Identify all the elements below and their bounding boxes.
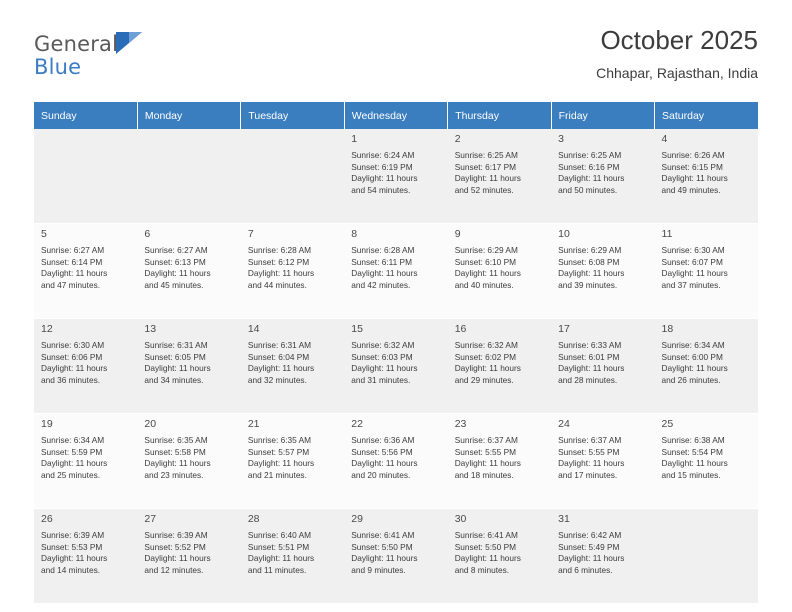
daylight-text-line2: and 29 minutes. (454, 375, 514, 386)
daylight-text-line2: and 39 minutes. (558, 280, 618, 291)
daylight-text-line2: and 18 minutes. (454, 470, 514, 481)
daylight-text-line2: and 15 minutes. (661, 470, 721, 481)
calendar-day-cell (344, 129, 447, 224)
calendar-day-cell (551, 129, 654, 224)
sunrise-text: Sunrise: 6:41 AM (454, 529, 518, 540)
calendar-cell-empty (241, 129, 344, 224)
sunrise-text: Sunrise: 6:29 AM (454, 244, 518, 255)
day-number: 28 (247, 513, 260, 525)
sunset-text: Sunset: 5:57 PM (247, 446, 310, 457)
daylight-text-line1: Daylight: 11 hours (144, 553, 211, 564)
calendar-day-cell (448, 129, 551, 224)
daylight-text-line2: and 23 minutes. (144, 470, 204, 481)
weekday-header-row (34, 102, 758, 129)
weekday-header-saturday: Saturday (655, 102, 758, 129)
calendar-day-cell (448, 414, 551, 509)
calendar-cell-empty (34, 129, 137, 224)
sunrise-text: Sunrise: 6:32 AM (351, 339, 415, 350)
day-number: 14 (247, 323, 260, 335)
sunrise-text: Sunrise: 6:35 AM (247, 434, 312, 445)
sunset-text: Sunset: 5:55 PM (454, 446, 517, 457)
sunrise-text: Sunrise: 6:42 AM (558, 529, 622, 540)
sunrise-text: Sunrise: 6:24 AM (351, 149, 415, 160)
page-header (34, 22, 758, 94)
sunrise-text: Sunrise: 6:36 AM (351, 434, 415, 445)
calendar-day-cell (344, 509, 447, 604)
sunrise-text: Sunrise: 6:28 AM (351, 244, 415, 255)
day-number: 10 (558, 228, 570, 240)
flag-highlight-icon (129, 32, 142, 43)
sunset-text: Sunset: 5:52 PM (144, 541, 206, 552)
weekday-header-monday: Monday (137, 102, 240, 129)
calendar-day-cell (344, 224, 447, 319)
daylight-text-line1: Daylight: 11 hours (351, 458, 418, 469)
calendar-day-cell (34, 224, 137, 319)
sunset-text: Sunset: 6:05 PM (144, 351, 206, 362)
daylight-text-line2: and 21 minutes. (247, 470, 307, 481)
day-number: 7 (247, 228, 254, 240)
calendar-day-cell (34, 319, 137, 414)
calendar-day-cell (241, 224, 344, 319)
daylight-text-line1: Daylight: 11 hours (351, 363, 418, 374)
daylight-text-line2: and 12 minutes. (144, 565, 204, 576)
daylight-text-line1: Daylight: 11 hours (558, 553, 625, 564)
calendar-day-cell (551, 224, 654, 319)
day-number: 15 (351, 323, 363, 335)
calendar-day-cell (448, 319, 551, 414)
daylight-text-line2: and 36 minutes. (41, 375, 101, 386)
sunset-text: Sunset: 5:56 PM (351, 446, 413, 457)
day-number: 11 (661, 228, 673, 240)
day-number: 17 (558, 323, 570, 335)
daylight-text-line1: Daylight: 11 hours (41, 268, 108, 279)
sunrise-text: Sunrise: 6:31 AM (144, 339, 208, 350)
day-number: 12 (41, 323, 53, 335)
sunset-text: Sunset: 6:01 PM (558, 351, 620, 362)
daylight-text-line2: and 37 minutes. (661, 280, 721, 291)
sunset-text: Sunset: 5:50 PM (454, 541, 517, 552)
day-number: 22 (351, 418, 363, 430)
sunset-text: Sunset: 5:53 PM (41, 541, 103, 552)
day-number: 23 (454, 418, 467, 430)
day-number: 21 (247, 418, 260, 430)
day-number: 31 (558, 513, 570, 525)
daylight-text-line1: Daylight: 11 hours (247, 458, 315, 469)
sunset-text: Sunset: 6:02 PM (454, 351, 517, 362)
day-number: 6 (144, 228, 151, 240)
day-number: 8 (351, 228, 358, 240)
sunset-text: Sunset: 5:55 PM (558, 446, 620, 457)
calendar-day-cell (655, 319, 758, 414)
daylight-text-line1: Daylight: 11 hours (661, 363, 728, 374)
calendar-week-row (34, 319, 758, 414)
sunset-text: Sunset: 6:03 PM (351, 351, 413, 362)
daylight-text-line2: and 14 minutes. (41, 565, 101, 576)
daylight-text-line1: Daylight: 11 hours (558, 268, 625, 279)
sunrise-text: Sunrise: 6:30 AM (41, 339, 105, 350)
sunrise-text: Sunrise: 6:40 AM (247, 529, 312, 540)
day-number: 18 (661, 323, 674, 335)
daylight-text-line1: Daylight: 11 hours (558, 458, 625, 469)
calendar-day-cell (655, 129, 758, 224)
sunrise-text: Sunrise: 6:35 AM (144, 434, 208, 445)
sunrise-text: Sunrise: 6:25 AM (454, 149, 518, 160)
daylight-text-line2: and 28 minutes. (558, 375, 618, 386)
day-number: 9 (454, 228, 461, 240)
daylight-text-line1: Daylight: 11 hours (144, 268, 211, 279)
daylight-text-line2: and 20 minutes. (351, 470, 411, 481)
calendar-week-row (34, 509, 758, 604)
sunrise-text: Sunrise: 6:30 AM (661, 244, 725, 255)
calendar-week-row (34, 414, 758, 509)
sunset-text: Sunset: 6:19 PM (351, 161, 413, 172)
day-number: 25 (661, 418, 674, 430)
day-number: 24 (558, 418, 570, 430)
calendar-day-cell (241, 414, 344, 509)
daylight-text-line2: and 8 minutes. (454, 565, 510, 576)
calendar-day-cell (34, 414, 137, 509)
daylight-text-line2: and 44 minutes. (247, 280, 307, 291)
logo-text-blue: Blue (34, 55, 82, 79)
daylight-text-line2: and 54 minutes. (351, 185, 411, 196)
weekday-header-sunday: Sunday (34, 102, 137, 129)
calendar-day-cell (551, 414, 654, 509)
calendar-day-cell (34, 509, 137, 604)
calendar-cell-empty (137, 129, 240, 224)
day-number: 13 (144, 323, 157, 335)
weekday-header-wednesday: Wednesday (344, 102, 447, 129)
daylight-text-line2: and 49 minutes. (661, 185, 721, 196)
daylight-text-line1: Daylight: 11 hours (144, 458, 211, 469)
weekday-header-friday: Friday (551, 102, 654, 129)
daylight-text-line1: Daylight: 11 hours (247, 363, 315, 374)
daylight-text-line1: Daylight: 11 hours (661, 458, 728, 469)
sunrise-text: Sunrise: 6:38 AM (661, 434, 725, 445)
daylight-text-line1: Daylight: 11 hours (454, 363, 521, 374)
sunrise-text: Sunrise: 6:27 AM (41, 244, 105, 255)
daylight-text-line2: and 45 minutes. (144, 280, 204, 291)
calendar-day-cell (137, 319, 240, 414)
calendar-body (34, 129, 758, 604)
daylight-text-line1: Daylight: 11 hours (558, 173, 625, 184)
daylight-text-line1: Daylight: 11 hours (661, 268, 728, 279)
location-subtitle: Chhapar, Rajasthan, India (596, 64, 758, 81)
calendar-day-cell (551, 509, 654, 604)
day-number: 3 (558, 133, 564, 145)
calendar-day-cell (137, 224, 240, 319)
sunset-text: Sunset: 6:11 PM (351, 256, 412, 267)
sunrise-text: Sunrise: 6:37 AM (454, 434, 518, 445)
sunrise-text: Sunrise: 6:34 AM (661, 339, 725, 350)
sunrise-text: Sunrise: 6:29 AM (558, 244, 622, 255)
daylight-text-line1: Daylight: 11 hours (247, 553, 315, 564)
sunset-text: Sunset: 5:51 PM (247, 541, 310, 552)
calendar-day-cell (344, 414, 447, 509)
daylight-text-line1: Daylight: 11 hours (454, 268, 521, 279)
day-number: 16 (454, 323, 467, 335)
sunset-text: Sunset: 6:00 PM (661, 351, 723, 362)
calendar-day-cell (344, 319, 447, 414)
sunset-text: Sunset: 6:14 PM (41, 256, 103, 267)
sunset-text: Sunset: 5:54 PM (661, 446, 723, 457)
sunrise-text: Sunrise: 6:33 AM (558, 339, 622, 350)
daylight-text-line1: Daylight: 11 hours (558, 363, 625, 374)
daylight-text-line2: and 47 minutes. (41, 280, 101, 291)
page-title: October 2025 (600, 25, 758, 55)
sunset-text: Sunset: 5:49 PM (558, 541, 620, 552)
daylight-text-line1: Daylight: 11 hours (351, 268, 418, 279)
sunrise-text: Sunrise: 6:25 AM (558, 149, 622, 160)
day-number: 29 (351, 513, 363, 525)
sunrise-text: Sunrise: 6:39 AM (41, 529, 105, 540)
sunset-text: Sunset: 6:12 PM (247, 256, 310, 267)
calendar-day-cell (655, 224, 758, 319)
day-number: 19 (41, 418, 53, 430)
sunset-text: Sunset: 6:04 PM (247, 351, 310, 362)
calendar-cell-empty (655, 509, 758, 604)
daylight-text-line1: Daylight: 11 hours (454, 458, 521, 469)
day-number: 27 (144, 513, 157, 525)
calendar-day-cell (448, 224, 551, 319)
day-number: 30 (454, 513, 467, 525)
calendar-table (34, 102, 758, 604)
daylight-text-line2: and 32 minutes. (247, 375, 307, 386)
day-number: 20 (144, 418, 157, 430)
calendar-day-cell (241, 319, 344, 414)
sunrise-text: Sunrise: 6:26 AM (661, 149, 725, 160)
day-number: 5 (41, 228, 47, 240)
day-number: 2 (454, 133, 461, 145)
daylight-text-line2: and 17 minutes. (558, 470, 618, 481)
day-number: 26 (41, 513, 53, 525)
sunset-text: Sunset: 5:58 PM (144, 446, 206, 457)
daylight-text-line2: and 52 minutes. (454, 185, 514, 196)
daylight-text-line2: and 31 minutes. (351, 375, 411, 386)
weekday-header-tuesday: Tuesday (241, 102, 344, 129)
day-number: 1 (351, 133, 358, 145)
calendar-day-cell (655, 414, 758, 509)
daylight-text-line2: and 34 minutes. (144, 375, 204, 386)
calendar-day-cell (551, 319, 654, 414)
daylight-text-line1: Daylight: 11 hours (454, 173, 521, 184)
daylight-text-line2: and 40 minutes. (454, 280, 514, 291)
calendar-week-row (34, 129, 758, 224)
sunset-text: Sunset: 6:16 PM (558, 161, 620, 172)
daylight-text-line2: and 11 minutes. (247, 565, 307, 576)
daylight-text-line1: Daylight: 11 hours (41, 363, 108, 374)
daylight-text-line1: Daylight: 11 hours (144, 363, 211, 374)
general-blue-logo (34, 22, 154, 78)
sunrise-text: Sunrise: 6:39 AM (144, 529, 208, 540)
daylight-text-line1: Daylight: 11 hours (41, 458, 108, 469)
sunrise-text: Sunrise: 6:37 AM (558, 434, 622, 445)
daylight-text-line2: and 6 minutes. (558, 565, 613, 576)
title-block (596, 22, 758, 81)
daylight-text-line2: and 26 minutes. (661, 375, 721, 386)
sunset-text: Sunset: 6:08 PM (558, 256, 620, 267)
weekday-header-thursday: Thursday (448, 102, 551, 129)
day-number: 4 (661, 133, 668, 145)
daylight-text-line1: Daylight: 11 hours (41, 553, 108, 564)
sunset-text: Sunset: 6:06 PM (41, 351, 103, 362)
sunrise-text: Sunrise: 6:34 AM (41, 434, 105, 445)
daylight-text-line2: and 42 minutes. (351, 280, 411, 291)
sunrise-text: Sunrise: 6:28 AM (247, 244, 312, 255)
daylight-text-line2: and 9 minutes. (351, 565, 406, 576)
sunset-text: Sunset: 5:50 PM (351, 541, 413, 552)
daylight-text-line2: and 25 minutes. (41, 470, 101, 481)
calendar-day-cell (241, 509, 344, 604)
calendar-day-cell (137, 414, 240, 509)
calendar-week-row (34, 224, 758, 319)
sunset-text: Sunset: 6:13 PM (144, 256, 206, 267)
sunrise-text: Sunrise: 6:41 AM (351, 529, 415, 540)
sunrise-text: Sunrise: 6:32 AM (454, 339, 518, 350)
calendar-day-cell (448, 509, 551, 604)
sunrise-text: Sunrise: 6:27 AM (144, 244, 208, 255)
sunrise-text: Sunrise: 6:31 AM (247, 339, 312, 350)
sunset-text: Sunset: 6:10 PM (454, 256, 517, 267)
logo-text-general: General (34, 32, 119, 56)
daylight-text-line2: and 50 minutes. (558, 185, 618, 196)
daylight-text-line1: Daylight: 11 hours (247, 268, 315, 279)
daylight-text-line1: Daylight: 11 hours (351, 173, 418, 184)
sunset-text: Sunset: 6:17 PM (454, 161, 517, 172)
daylight-text-line1: Daylight: 11 hours (661, 173, 728, 184)
calendar-day-cell (137, 509, 240, 604)
sunset-text: Sunset: 6:07 PM (661, 256, 723, 267)
sunset-text: Sunset: 5:59 PM (41, 446, 103, 457)
daylight-text-line1: Daylight: 11 hours (454, 553, 521, 564)
sunset-text: Sunset: 6:15 PM (661, 161, 723, 172)
daylight-text-line1: Daylight: 11 hours (351, 553, 418, 564)
